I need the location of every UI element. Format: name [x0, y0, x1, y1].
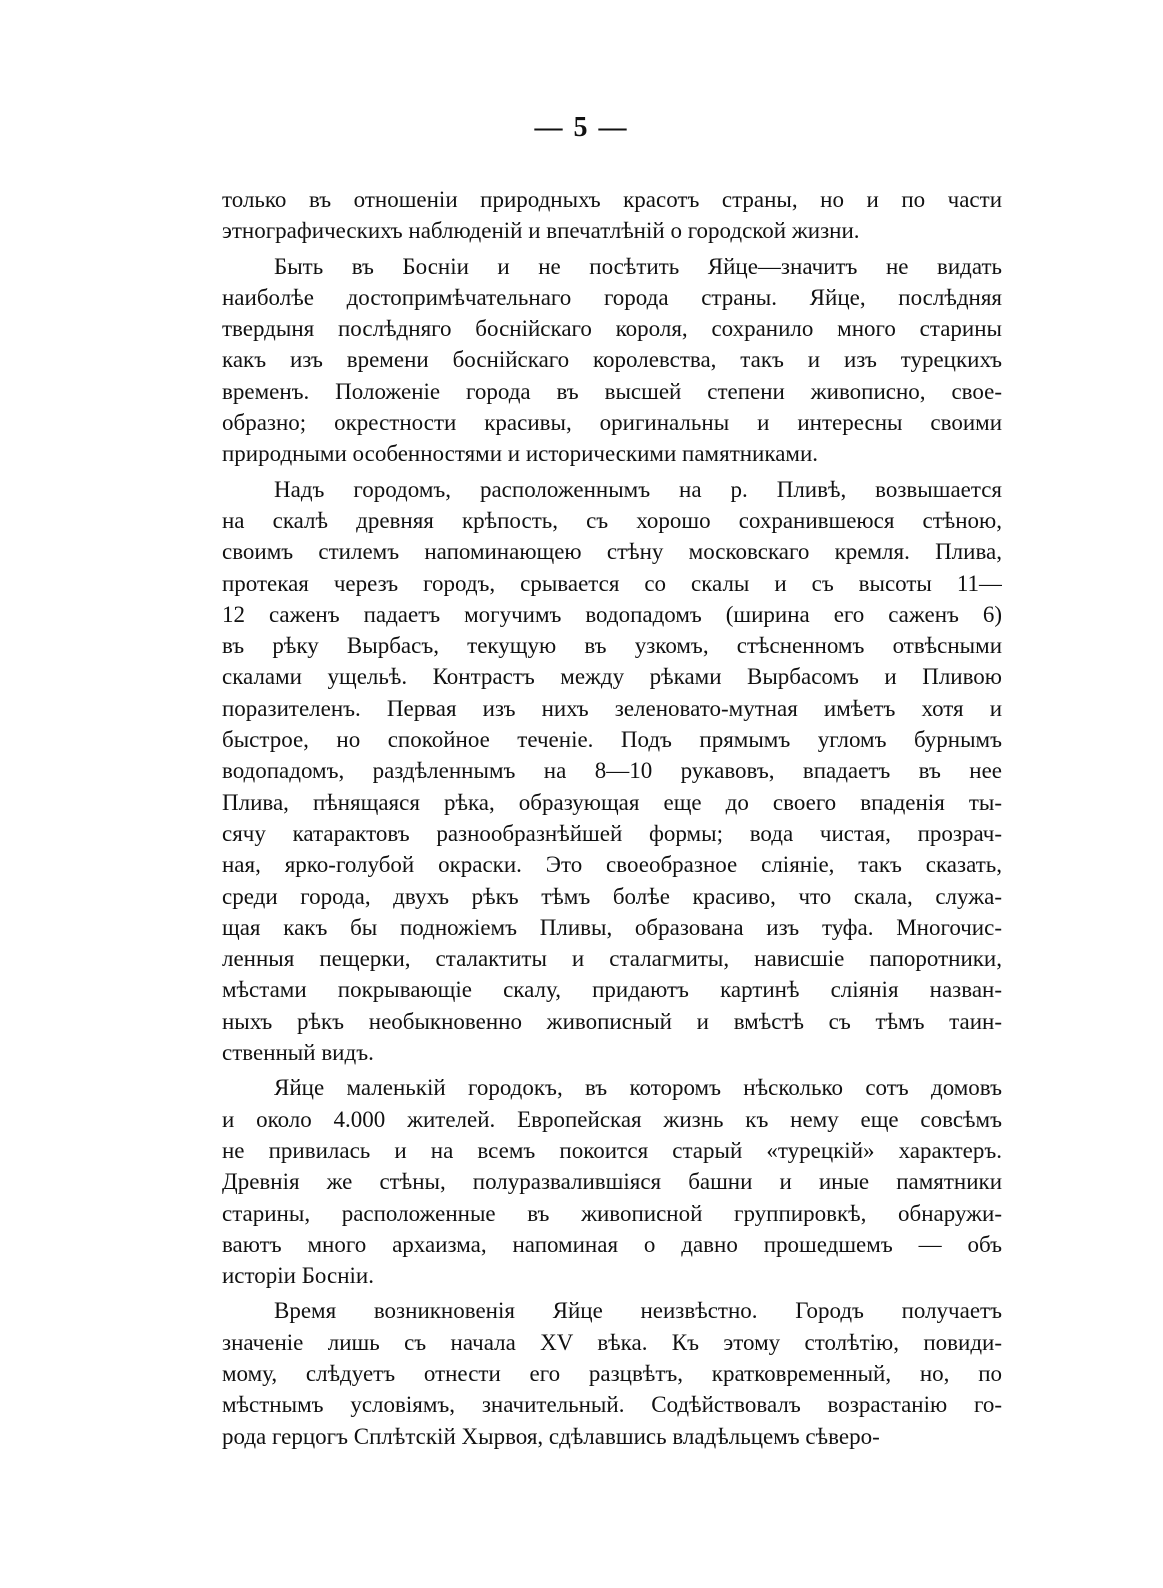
text-line: только въ отношеніи природныхъ красотъ страны, но и по части	[222, 187, 1002, 212]
page-number: — 5 —	[534, 112, 629, 143]
text-line: старины, расположенные въ живописной группировкѣ, обнаружи-	[222, 1200, 1002, 1226]
text-line: на скалѣ древняя крѣпость, съ хорошо сохранившеюся стѣною,	[222, 507, 1002, 533]
text-line: протекая черезъ городъ, срывается со скалы и съ высоты 11—	[222, 570, 1002, 596]
text-line: ныхъ рѣкъ необыкновенно живописный и вмѣстѣ съ тѣмъ таин-	[222, 1008, 1002, 1034]
text-line: сячу катарактовъ разнообразнѣйшей формы; вода чистая, прозрач-	[222, 820, 1002, 846]
text-line: въ рѣку Вырбасъ, текущую въ узкомъ, стѣсненномъ отвѣсными	[222, 633, 1002, 659]
text-line: мому, слѣдуетъ отнести его разцвѣтъ, кратковременный, но, по	[222, 1360, 1002, 1386]
text-line: природными особенностями и историческими памятниками.	[222, 441, 819, 467]
text-line: какъ изъ времени боснійскаго королевства, такъ и изъ турецкихъ	[222, 347, 1002, 373]
text-line: исторіи Босніи.	[222, 1263, 374, 1289]
text-line: водопадомъ, раздѣленнымъ на 8—10 рукавовъ, впадаетъ въ нее	[222, 758, 1002, 784]
text-line: образно; окрестности красивы, оригинальны и интересны своими	[222, 410, 1002, 436]
text-line: Время возникновенія Яйце неизвѣстно. Городъ получаетъ	[274, 1298, 1002, 1324]
text-line: щая какъ бы подножіемъ Пливы, образована изъ туфа. Многочис-	[222, 914, 1002, 940]
paragraph	[222, 474, 1002, 1069]
text-line: ленныя пещерки, сталактиты и сталагмиты, нависшіе папоротники,	[222, 946, 1002, 972]
text-line: значеніе лишь съ начала XV вѣка. Къ этому столѣтію, повиди-	[222, 1329, 1002, 1355]
text-line: скалами ущельѣ. Контрастъ между рѣками Вырбасомъ и Пливою	[222, 664, 1002, 690]
text-line: Плива, пѣнящаяся рѣка, образующая еще до своего впаденія ты-	[222, 789, 1002, 815]
text-line: рода герцогъ Сплѣтскій Хырвоя, сдѣлавшись владѣльцемъ сѣверо-	[222, 1423, 880, 1449]
text-line: поразителенъ. Первая изъ нихъ зеленовато-мутная имѣетъ хотя и	[222, 695, 1002, 721]
body-text	[222, 184, 1002, 1452]
paragraph	[222, 1295, 1002, 1451]
text-line: ная, ярко-голубой окраски. Это своеобразное сліяніе, такъ сказать,	[222, 852, 1002, 878]
text-line: не привилась и на всемъ покоится старый «турецкій» характеръ.	[222, 1137, 1002, 1163]
text-line: ваютъ много архаизма, напоминая о давно прошедшемъ — объ	[222, 1231, 1002, 1257]
text-line: этнографическихъ наблюденій и впечатлѣній о городской жизни.	[222, 218, 860, 244]
text-line: Яйце маленькій городокъ, въ которомъ нѣсколько сотъ домовъ	[274, 1075, 1002, 1101]
paragraph	[222, 1072, 1002, 1291]
text-line: временъ. Положеніе города въ высшей степени живописно, свое-	[222, 378, 1002, 404]
text-line: своимъ стилемъ напоминающею стѣну московскаго кремля. Плива,	[222, 539, 1002, 565]
text-line: Надъ городомъ, расположеннымъ на р. Пливѣ, возвышается	[274, 476, 1002, 502]
text-line: Быть въ Босніи и не посѣтить Яйце—значитъ не видать	[274, 253, 1002, 279]
text-line: среди города, двухъ рѣкъ тѣмъ болѣе красиво, что скала, служа-	[222, 883, 1002, 909]
paragraph	[222, 184, 1002, 247]
text-line: твердыня послѣдняго боснійскаго короля, сохранило много старины	[222, 316, 1002, 342]
text-line: и около 4.000 жителей. Европейская жизнь къ нему еще совсѣмъ	[222, 1106, 1002, 1132]
text-line: мѣстнымъ условіямъ, значительный. Содѣйствовалъ возрастанію го-	[222, 1392, 1002, 1418]
text-line: мѣстами покрывающіе скалу, придаютъ картинѣ сліянія назван-	[222, 977, 1002, 1003]
paragraph	[222, 251, 1002, 470]
text-line: 12 саженъ падаетъ могучимъ водопадомъ (ширина его саженъ 6)	[222, 601, 1002, 627]
text-line: наиболѣе достопримѣчательнаго города страны. Яйце, послѣдняя	[222, 284, 1002, 310]
text-line: Древнія же стѣны, полуразвалившіяся башни и иные памятники	[222, 1169, 1002, 1195]
text-line: быстрое, но спокойное теченіе. Подъ прямымъ угломъ бурнымъ	[222, 727, 1002, 753]
text-line: ственный видъ.	[222, 1040, 374, 1066]
